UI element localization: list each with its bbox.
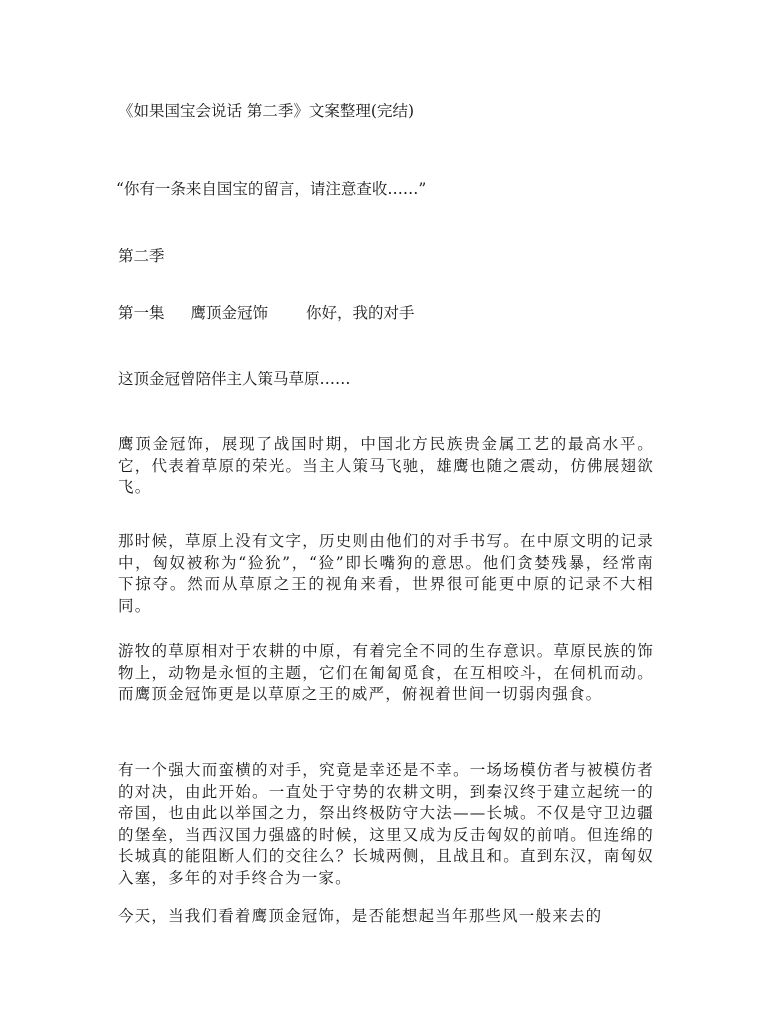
document-title: 《如果国宝会说话 第二季》文案整理(完结) xyxy=(118,102,415,120)
tagline: “你有一条来自国宝的留言，请注意查收……” xyxy=(116,180,427,198)
episode-number: 第一集 xyxy=(118,304,165,322)
paragraph: 鹰顶金冠饰，展现了战国时期，中国北方民族贵金属工艺的最高水平。它，代表着草原的荣光。当主人策马飞驰，雄鹰也随之震动，仿佛展翅欲飞。 xyxy=(118,435,654,496)
paragraph: 那时候，草原上没有文字，历史则由他们的对手书写。在中原文明的记录中，匈奴被称为“猃狁”，“猃”即长嘴狗的意思。他们贪婪残暴，经常南下掠夺。然而从草原之王的视角来看，世界很可能更中原的记录不大相同。 xyxy=(118,532,654,615)
episode-heading xyxy=(118,303,415,325)
paragraph: 游牧的草原相对于农耕的中原，有着完全不同的生存意识。草原民族的饰物上，动物是永恒的主题，它们在匍匐觅食，在互相咬斗，在伺机而动。而鹰顶金冠饰更是以草原之王的威严，俯视着世间一切弱肉强食。 xyxy=(118,642,654,703)
season-heading: 第二季 xyxy=(118,247,165,265)
paragraph: 今天，当我们看着鹰顶金冠饰，是否能想起当年那些风一般来去的 xyxy=(118,907,603,925)
paragraph: 有一个强大而蛮横的对手，究竟是幸还是不幸。一场场模仿者与被模仿者的对决，由此开始。一直处于守势的农耕文明，到秦汉终于建立起统一的帝国，也由此以举国之力，祭出终极防守大法——长城。不仅是守卫边疆的堡垒，当西汉国力强盛的时候，这里又成为反击匈奴的前哨。但连绵的长城真的能阻断人们的交往么？长城两侧，且战且和。直到东汉，南匈奴入塞，多年的对手终合为一家。 xyxy=(118,761,654,887)
episode-subtitle: 你好，我的对手 xyxy=(306,304,415,322)
episode-name: 鹰顶金冠饰 xyxy=(190,304,269,322)
intro-line: 这顶金冠曾陪伴主人策马草原…… xyxy=(118,370,351,388)
